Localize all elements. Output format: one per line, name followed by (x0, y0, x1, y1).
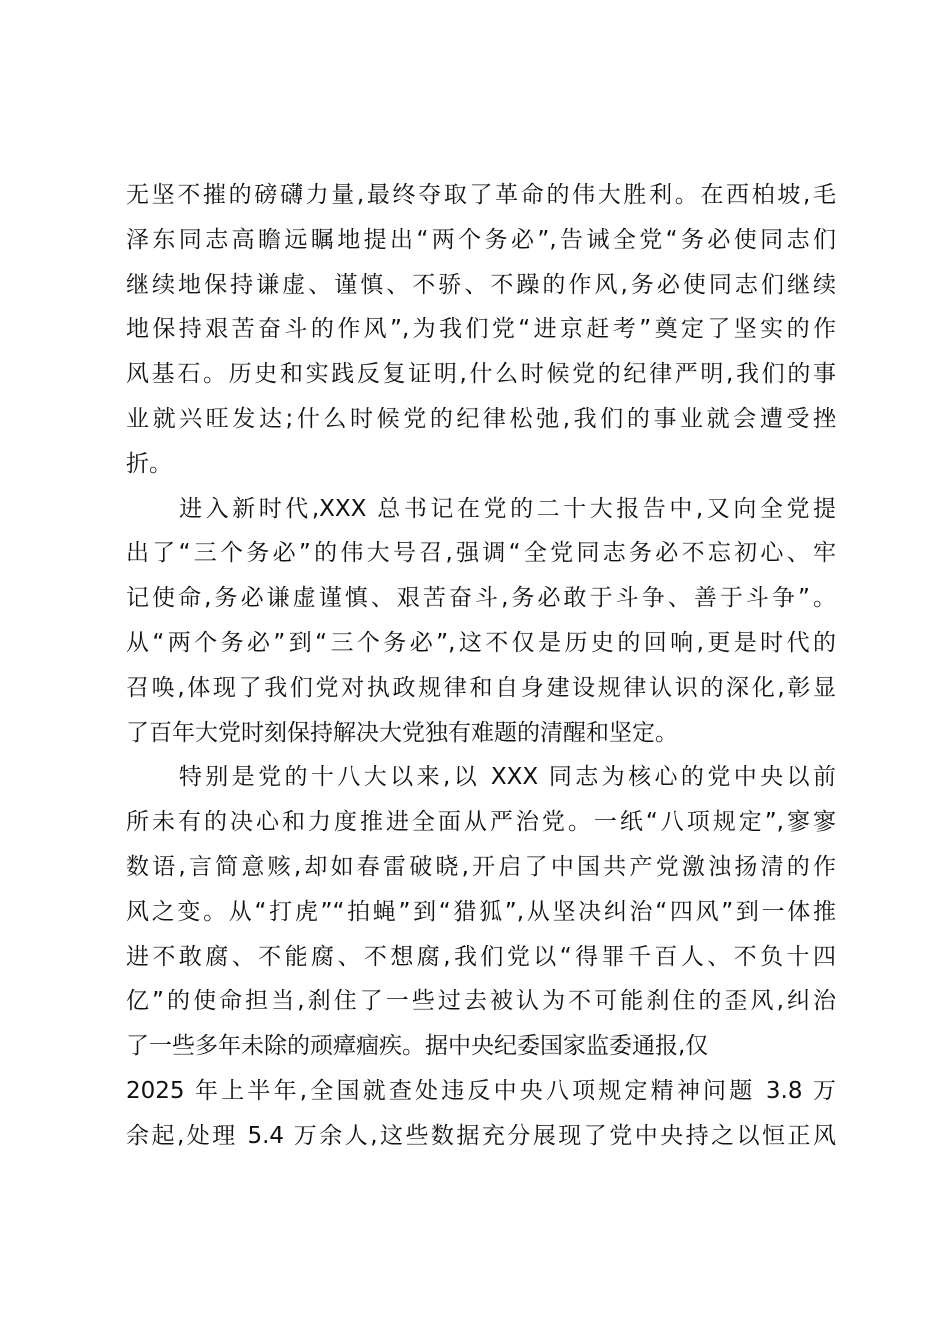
text-line: 折。 (126, 450, 172, 477)
text-line: 了百年大党时刻保持解决大党独有难题的清醒和坚定。 (126, 719, 678, 746)
text-line: 进不敢腐、不能腐、不想腐,我们党以“得罪千百人、不负十四 (126, 943, 836, 970)
text-line: 风之变。从“打虎”“拍蝇”到“猎狐”,从坚决纠治“四风”到一体推 (126, 898, 836, 925)
text-line: 进入新时代,XXX 总书记在党的二十大报告中,又向全党提 (126, 495, 836, 522)
text-line: 出了“三个务必”的伟大号召,强调“全党同志务必不忘初心、牢 (126, 540, 836, 567)
text-line: 地保持艰苦奋斗的作风”,为我们党“进京赶考”奠定了坚实的作 (126, 316, 836, 343)
text-line: 余起,处理 5.4 万余人,这些数据充分展现了党中央持之以恒正风 (126, 1122, 836, 1149)
text-line: 召唤,体现了我们党对执政规律和自身建设规律认识的深化,彰显 (126, 674, 836, 701)
text-line: 风基石。历史和实践反复证明,什么时候党的纪律严明,我们的事 (126, 361, 836, 388)
text-line: 泽东同志高瞻远瞩地提出“两个务必”,告诫全党“务必使同志们 (126, 226, 836, 253)
text-line: 所未有的决心和力度推进全面从严治党。一纸“八项规定”,寥寥 (126, 809, 836, 836)
text-line: 继续地保持谦虚、谨慎、不骄、不躁的作风,务必使同志们继续 (126, 271, 836, 298)
body-text (126, 173, 836, 1159)
text-line: 业就兴旺发达;什么时候党的纪律松弛,我们的事业就会遭受挫 (126, 405, 836, 432)
text-line: 记使命,务必谦虚谨慎、艰苦奋斗,务必敢于斗争、善于斗争”。 (126, 585, 836, 612)
text-line: 了一些多年未除的顽瘴痼疾。据中央纪委国家监委通报,仅 (126, 1033, 709, 1060)
text-line: 亿”的使命担当,刹住了一些过去被认为不可能刹住的歪风,纠治 (126, 988, 836, 1015)
text-line: 数语,言简意赅,却如春雷破晓,开启了中国共产党激浊扬清的作 (126, 853, 836, 880)
text-line: 从“两个务必”到“三个务必”,这不仅是历史的回响,更是时代的 (126, 629, 836, 656)
text-line: 2025 年上半年,全国就查处违反中央八项规定精神问题 3.8 万 (126, 1077, 836, 1104)
text-line: 特别是党的十八大以来,以 XXX 同志为核心的党中央以前 (126, 764, 836, 791)
text-line: 无坚不摧的磅礴力量,最终夺取了革命的伟大胜利。在西柏坡,毛 (126, 182, 836, 208)
